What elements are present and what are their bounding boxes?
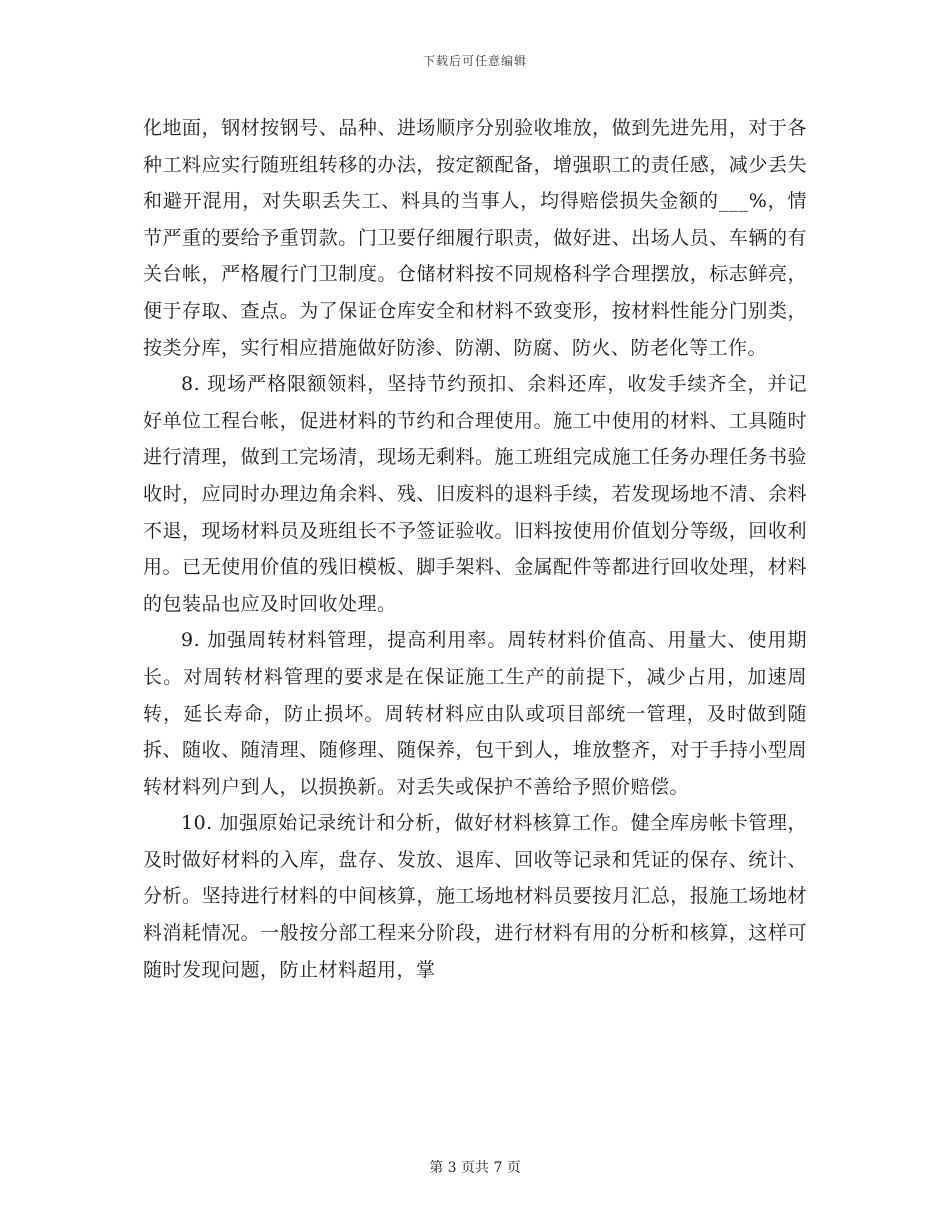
paragraph-item-10: 10. 加强原始记录统计和分析，做好材料核算工作。健全库房帐卡管理，及时做好材料的入库，盘存、发放、退库、回收等记录和凭证的保存、统计、分析。坚持进行材料的中间核算，施工场地材料员要按月汇总，报施工场地材料消耗情况。一般按分部工程来分阶段，进行材料有用的分析和核算，这样可随时发现问题，防止材料超用，掌 (143, 812, 807, 981)
page-header: 下载后可任意编辑 (422, 54, 527, 68)
page-number-footer: 第 3 页共 7 页 (429, 1160, 521, 1176)
paragraph-item-9: 9. 加强周转材料管理，提高利用率。周转材料价值高、用量大、使用期长。对周转材料管理的要求是在保证施工生产的前提下，减少占用，加速周转，延长寿命，防止损坏。周转材料应由队或项目部统一管理，及时做到随拆、随收、随清理、随修理、随保养，包干到人，堆放整齐，对于手持小型周转材料列户到人，以损换新。对丢失或保护不善给予照价赔偿。 (143, 629, 807, 798)
document-body (143, 110, 807, 988)
paragraph-item-8: 8. 现场严格限额领料，坚持节约预扣、余料还库，收发手续齐全，并记好单位工程台帐，促进材料的节约和合理使用。施工中使用的材料、工具随时进行清理，做到工完场清，现场无剩料。施工班组完成施工任务办理任务书验收时，应同时办理边角余料、残、旧废料的退料手续，若发现场地不清、余料不退，现场材料员及班组长不予签证验收。旧料按使用价值划分等级，回收利用。已无使用价值的残旧模板、脚手架料、金属配件等都进行回收处理，材料的包装品也应及时回收处理。 (143, 373, 807, 615)
paragraph-continuation: 化地面，钢材按钢号、品种、进场顺序分别验收堆放，做到先进先用，对于各种工料应实行随班组转移的办法，按定额配备，增强职工的责任感，减少丢失和避开混用，对失职丢失工、料具的当事人，均得赔偿损失金额的___%，情节严重的要给予重罚款。门卫要仔细履行职责，做好进、出场人员、车辆的有关台帐，严格履行门卫制度。仓储材料按不同规格科学合理摆放，标志鲜亮，便于存取、查点。为了保证仓库安全和材料不致变形，按材料性能分门别类，按类分库，实行相应措施做好防渗、防潮、防腐、防火、防老化等工作。 (143, 117, 807, 359)
